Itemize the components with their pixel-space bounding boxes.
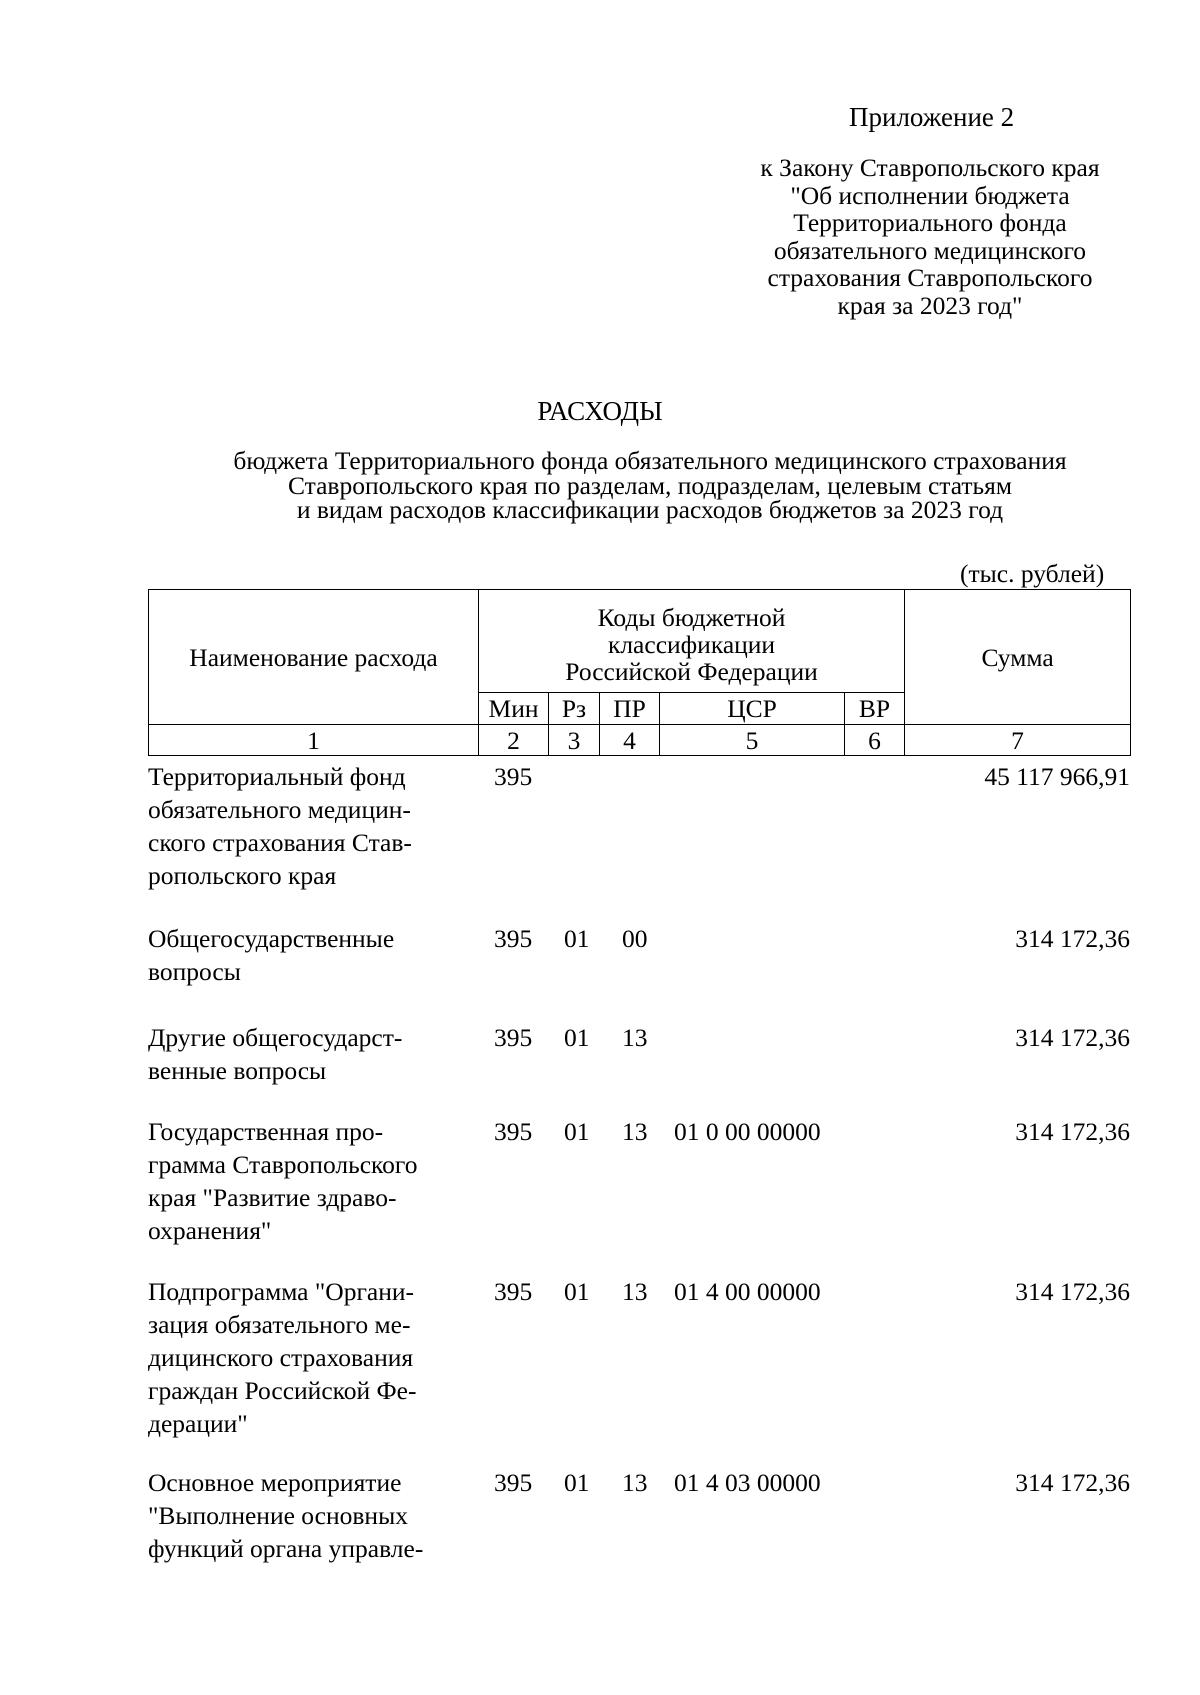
row-name-line: дерации" [148, 1409, 248, 1438]
row-name-line: обязательного медицин- [148, 795, 411, 824]
row-pr: 13 [622, 1277, 648, 1306]
row-pr: 13 [622, 1117, 648, 1146]
row-min: 395 [494, 1117, 533, 1146]
row-sum: 314 172,36 [1015, 1468, 1130, 1497]
column-number: 2 [479, 725, 549, 756]
header-vr-cell: ВР [845, 693, 905, 725]
header-codes-line: Коды бюджетной [597, 602, 786, 632]
row-sum: 314 172,36 [1015, 924, 1130, 953]
column-number: 6 [845, 725, 905, 756]
row-min: 395 [494, 1468, 533, 1497]
row-name-line: зация обязательного ме- [148, 1310, 411, 1339]
annex-reference-line: "Об исполнении бюджета [790, 180, 1070, 210]
row-name-line: края "Развитие здраво- [148, 1183, 397, 1212]
row-name-line: грамма Ставропольского [148, 1150, 418, 1179]
row-name-line: Территориальный фонд [148, 762, 406, 791]
annex-reference-line: к Закону Ставропольского края [760, 153, 1100, 182]
row-min: 395 [494, 762, 533, 791]
row-rz: 01 [564, 924, 590, 953]
header-pr-cell: ПР [600, 693, 660, 725]
row-csr: 01 4 00 00000 [674, 1277, 821, 1306]
row-rz: 01 [564, 1468, 590, 1497]
row-name-line: Государственная про- [148, 1117, 384, 1146]
subtitle-line: Ставропольского края по разделам, подразделам, целевым статьям [287, 470, 1013, 500]
header-name-cell: Наименование расхода [149, 590, 479, 725]
annex-reference-line: края за 2023 год" [837, 290, 1023, 320]
row-csr: 01 4 03 00000 [674, 1468, 821, 1497]
annex-reference-line: Территориального фонда [793, 208, 1067, 237]
column-number: 5 [660, 725, 845, 756]
document-title: РАСХОДЫ [537, 396, 663, 426]
row-name-line: венные вопросы [148, 1056, 327, 1085]
header-codes-line: классификации [607, 629, 776, 659]
units-label: (тыс. рублей) [960, 559, 1105, 588]
row-min: 395 [494, 924, 533, 953]
column-number: 7 [905, 725, 1131, 756]
row-name-line: Другие общегосударст- [148, 1023, 403, 1052]
row-min: 395 [494, 1277, 533, 1306]
header-min-cell: Мин [479, 693, 549, 725]
header-sum-cell: Сумма [905, 590, 1131, 725]
row-name-line: ского страхования Став- [148, 828, 412, 857]
row-name-line: Подпрограмма "Органи- [148, 1277, 415, 1306]
row-pr: 00 [622, 924, 648, 953]
row-pr: 13 [622, 1023, 648, 1052]
column-number: 3 [549, 725, 600, 756]
row-name [148, 1115, 478, 1247]
row-name-line: охранения" [148, 1216, 272, 1245]
header-rz-cell: Рз [549, 693, 600, 725]
row-name [148, 922, 478, 988]
row-name [148, 1466, 478, 1565]
row-name-line: функций органа управле- [148, 1534, 424, 1563]
row-name [148, 760, 478, 892]
row-sum: 45 117 966,91 [984, 762, 1130, 791]
annex-reference-line: обязательного медицинского [773, 235, 1087, 265]
row-rz: 01 [564, 1117, 590, 1146]
row-sum: 314 172,36 [1015, 1117, 1130, 1146]
header-csr-cell: ЦСР [660, 693, 845, 725]
row-name-line: вопросы [148, 957, 241, 986]
row-name-line: граждан Российской Фе- [148, 1376, 417, 1405]
row-name-line: ропольского края [148, 861, 337, 890]
annex-title: Приложение 2 [849, 102, 1015, 132]
row-name [148, 1275, 478, 1440]
row-rz: 01 [564, 1277, 590, 1306]
subtitle-line: бюджета Территориального фонда обязательного медицинского страхования [233, 446, 1067, 475]
column-number: 1 [149, 725, 479, 756]
row-name-line: дицинского страхования [148, 1343, 414, 1372]
column-number: 4 [600, 725, 660, 756]
row-sum: 314 172,36 [1015, 1277, 1130, 1306]
row-csr: 01 0 00 00000 [674, 1117, 821, 1146]
row-rz: 01 [564, 1023, 590, 1052]
header-codes-line: Российской Федерации [565, 656, 818, 686]
row-sum: 314 172,36 [1015, 1023, 1130, 1052]
row-min: 395 [494, 1023, 533, 1052]
row-pr: 13 [622, 1468, 648, 1497]
row-name-line: Основное мероприятие [148, 1468, 402, 1497]
row-name [148, 1021, 478, 1087]
annex-reference-line: страхования Ставропольского [767, 263, 1093, 292]
subtitle-line: и видам расходов классификации расходов бюджетов за 2023 год [296, 495, 1004, 524]
row-name-line: "Выполнение основных [148, 1501, 408, 1530]
row-name-line: Общегосударственные [148, 924, 395, 953]
